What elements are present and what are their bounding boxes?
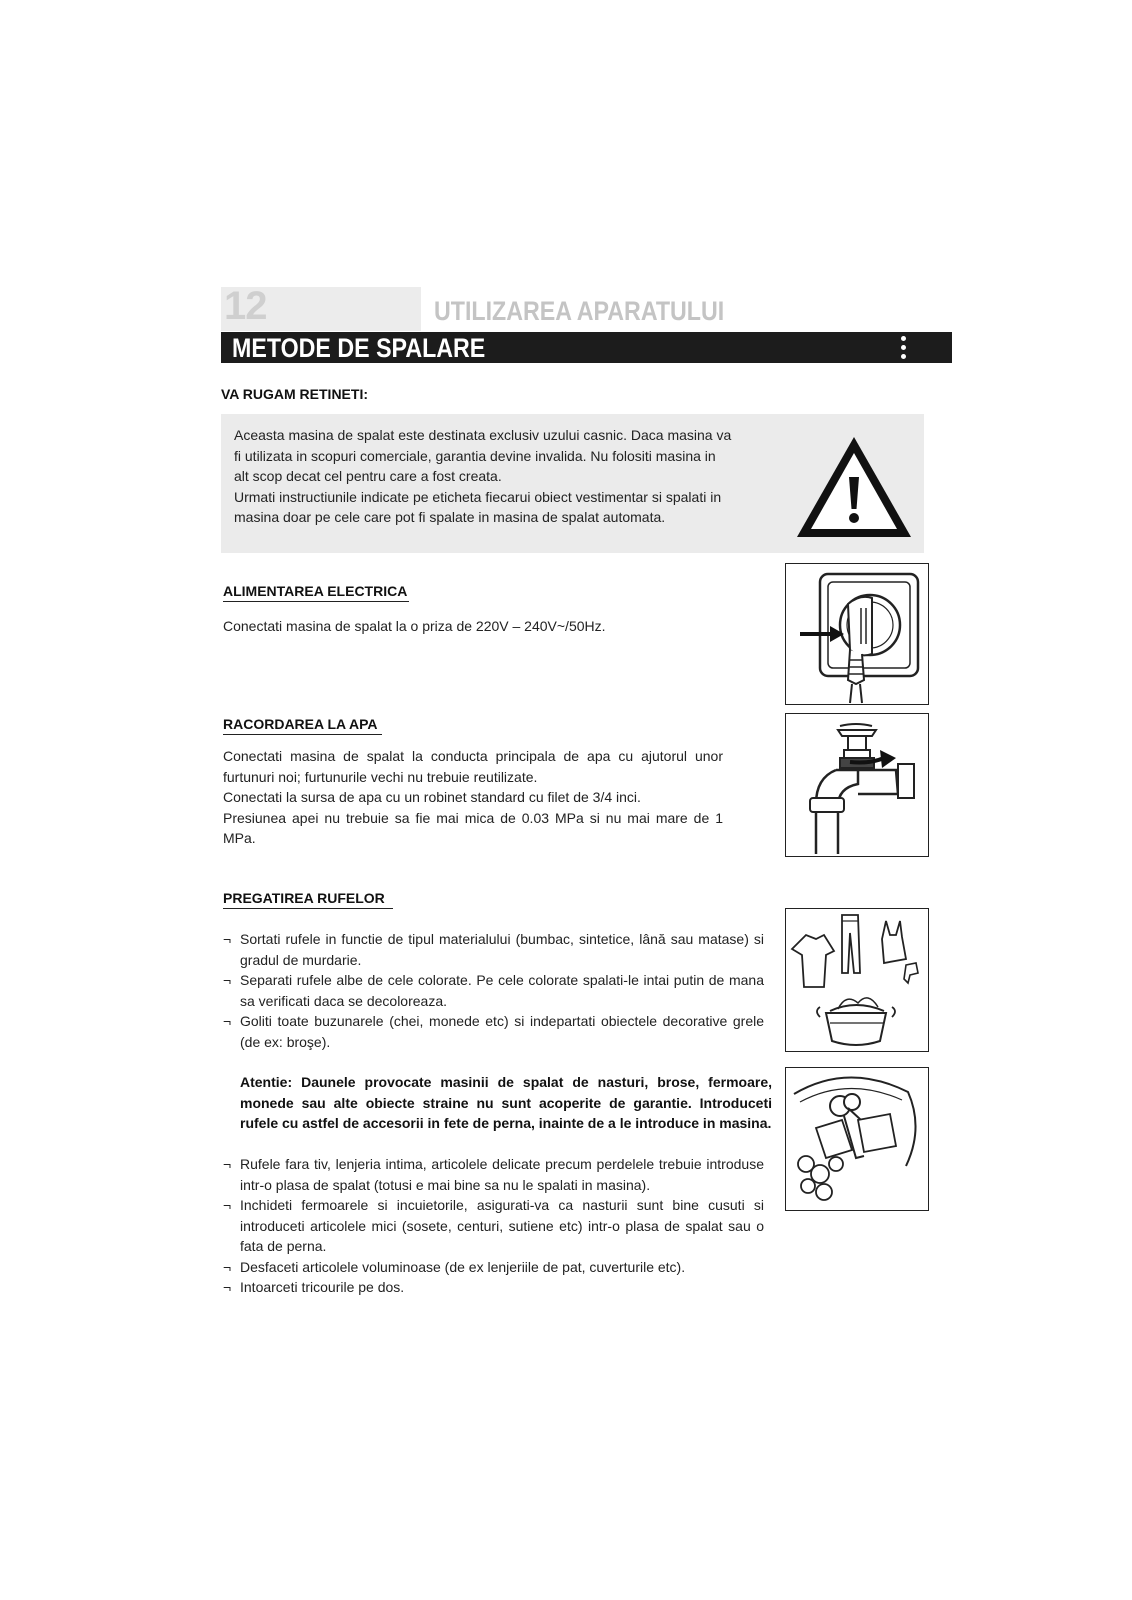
water-paragraph: Conectati masina de spalat la conducta principala de apa cu ajutorul unor furtunuri noi; furtunurile vechi nu trebuie reutilizate. xyxy=(223,748,723,785)
water-tap-icon xyxy=(785,713,929,857)
list-item: ¬ Intoarceti tricourile pe dos. xyxy=(223,1277,764,1298)
notice-text xyxy=(234,425,734,528)
list-item: ¬ Separati rufele albe de cele colorate. Pe cele colorate spalati-le intai putin de mana sa verificati daca se decoloreaza. xyxy=(223,970,764,1011)
power-text: Conectati masina de spalat la o priza de 220V – 240V~/50Hz. xyxy=(223,618,606,634)
keys-coins-drum-icon xyxy=(785,1067,929,1211)
heading-underline xyxy=(223,734,382,735)
list-item: ¬ Desfaceti articolele voluminoase (de ex lenjeriile de pat, cuverturile etc). xyxy=(223,1257,764,1278)
heading-underline xyxy=(223,601,409,602)
laundry-list-2 xyxy=(223,1154,764,1298)
page-number: 12 xyxy=(224,284,267,328)
list-item: ¬ Rufele fara tiv, lenjeria intima, articolele delicate precum perdelele trebuie introduse intr-o plasa de spalat (totusi e mai bine sa nu le spalati in masina). xyxy=(223,1154,764,1195)
laundry-heading: PREGATIREA RUFELOR xyxy=(223,890,385,906)
clothes-basket-icon xyxy=(785,908,929,1052)
bar-dot-icon xyxy=(901,354,906,359)
section-title: METODE DE SPALARE xyxy=(232,333,486,363)
water-text xyxy=(223,746,723,849)
bar-dot-icon xyxy=(901,336,906,341)
bar-dot-icon xyxy=(901,345,906,350)
attention-note: Atentie: Daunele provocate masinii de spalat de nasturi, brose, fermoare, monede sau alte obiecte straine nu sunt acoperite de garantie. Introduceti rufele cu astfel de accesorii in fete de perna, inainte de a le introduce in masina. xyxy=(240,1074,772,1131)
power-plug-socket-icon xyxy=(785,563,929,705)
chapter-title: UTILIZAREA APARATULUI xyxy=(434,296,725,326)
water-heading: RACORDAREA LA APA xyxy=(223,716,378,732)
list-item: ¬ Inchideti fermoarele si incuietorile, asigurati-va ca nasturii sunt bine cusuti si introduceti articolele mici (sosete, centuri, sutiene etc) intr-o plasa de spalat sau o fata de perna. xyxy=(223,1195,764,1257)
laundry-list-1 xyxy=(223,929,764,1052)
water-paragraph: Conectati la sursa de apa cu un robinet standard cu filet de 3/4 inci. xyxy=(223,789,641,805)
heading-underline xyxy=(223,908,393,909)
list-item: ¬ Sortati rufele in functie de tipul materialului (bumbac, sintetice, lână sau matase) si gradul de murdarie. xyxy=(223,929,764,970)
warning-triangle-icon xyxy=(793,433,915,541)
notice-paragraph: Urmati instructiunile indicate pe eticheta fiecarui obiect vestimentar si spalati in masina doar pe cele care pot fi spalate in masina de spalat automata. xyxy=(234,488,722,525)
notice-heading: VA RUGAM RETINETI: xyxy=(221,386,368,402)
list-item: ¬ Goliti toate buzunarele (chei, monede etc) si indepartati obiectele decorative grele (de ex: broşe). xyxy=(223,1011,764,1052)
power-heading: ALIMENTAREA ELECTRICA xyxy=(223,583,408,599)
water-paragraph: Presiunea apei nu trebuie sa fie mai mica de 0.03 MPa si nu mai mare de 1 MPa. xyxy=(223,809,723,846)
notice-paragraph: Aceasta masina de spalat este destinata exclusiv uzului casnic. Daca masina va fi utilizata in scopuri comerciale, garantia devine invalida. Nu folositi masina in alt scop decat cel pentru care a fost creata. xyxy=(234,427,732,484)
